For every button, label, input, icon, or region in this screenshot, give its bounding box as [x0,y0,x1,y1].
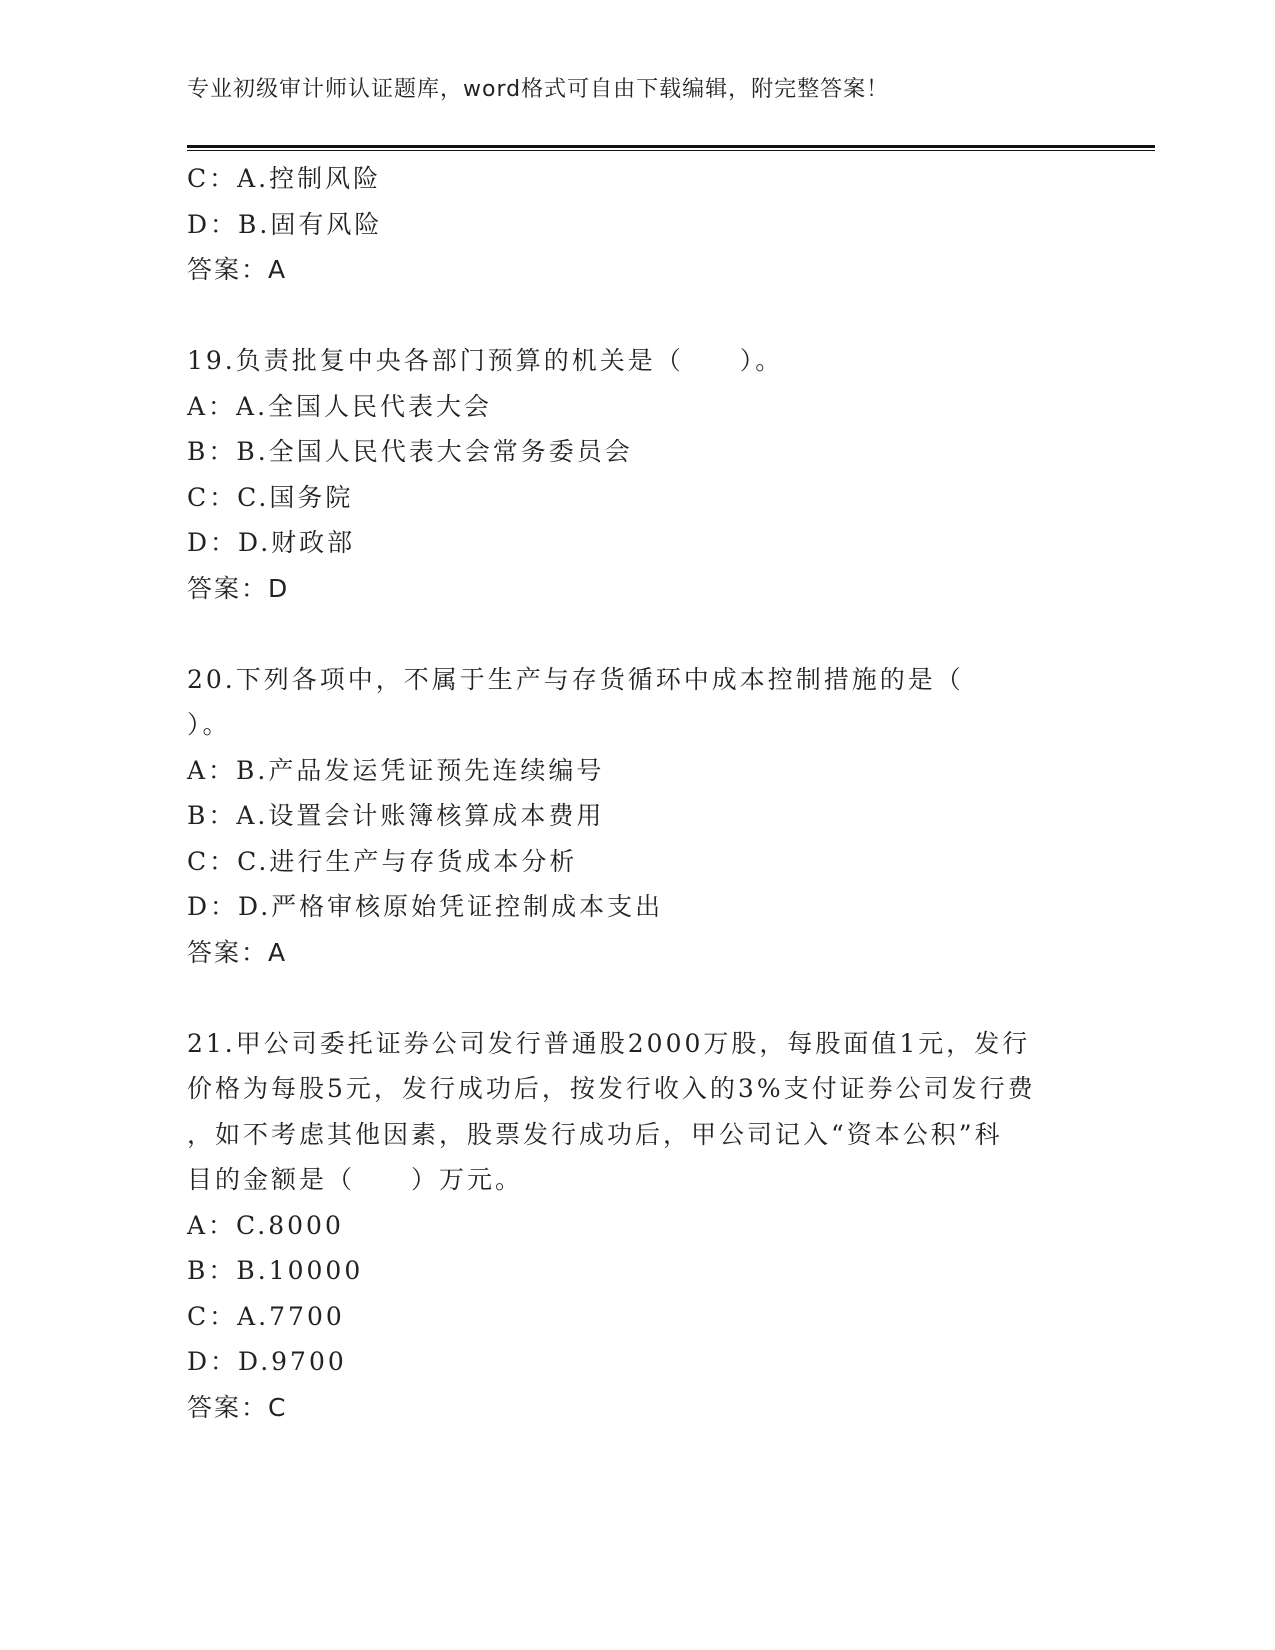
option-d: D：B.固有风险 [187,209,383,239]
option-a: A：B.产品发运凭证预先连续编号 [187,755,605,785]
option-c: C：C.进行生产与存货成本分析 [187,846,578,876]
question-stem: ）。 [187,710,231,739]
header-divider [187,145,1155,152]
question-stem: 价格为每股5元，发行成功后，按发行收入的3%支付证券公司发行费 [187,1074,1036,1103]
page-header: 专业初级审计师认证题库，word格式可自由下载编辑，附完整答案！ [187,77,890,102]
option-c: C：A.7700 [187,1301,345,1331]
option-d: D：D.9700 [187,1347,347,1376]
option-c: C：C.国务院 [187,482,354,512]
answer-line: 答案：A [187,255,288,284]
question-stem: 目的金额是（ ）万元。 [187,1165,524,1194]
question-stem: ，如不考虑其他因素，股票发行成功后，甲公司记入“资本公积”科 [187,1119,1003,1149]
spacer [187,611,1087,657]
option-b: B：B.10000 [187,1256,364,1285]
header-divider-thin [187,150,1155,151]
answer-line: 答案：C [187,1392,288,1422]
question-21 [187,1021,1087,1431]
document-body [187,156,1087,1430]
question-18-continued [187,156,1087,293]
question-stem: 21.甲公司委托证券公司发行普通股2000万股，每股面值1元，发行 [187,1028,1031,1058]
option-d: D：D.财政部 [187,528,356,557]
answer-line: 答案：D [187,573,290,603]
spacer [187,975,1087,1021]
question-stem: 19.负责批复中央各部门预算的机关是（ ）。 [187,346,784,375]
spacer [187,293,1087,339]
option-c: C：A.控制风险 [187,164,382,193]
question-19 [187,338,1087,611]
option-b: B：A.设置会计账簿核算成本费用 [187,801,605,830]
question-20 [187,657,1087,976]
option-a: A：C.8000 [187,1210,344,1240]
answer-line: 答案：A [187,937,288,967]
option-a: A：A.全国人民代表大会 [187,391,493,421]
question-stem: 20.下列各项中，不属于生产与存货循环中成本控制措施的是（ [187,664,964,694]
option-b: B：B.全国人民代表大会常务委员会 [187,437,633,466]
option-d: D：D.严格审核原始凭证控制成本支出 [187,892,664,921]
header-divider-thick [187,145,1155,148]
